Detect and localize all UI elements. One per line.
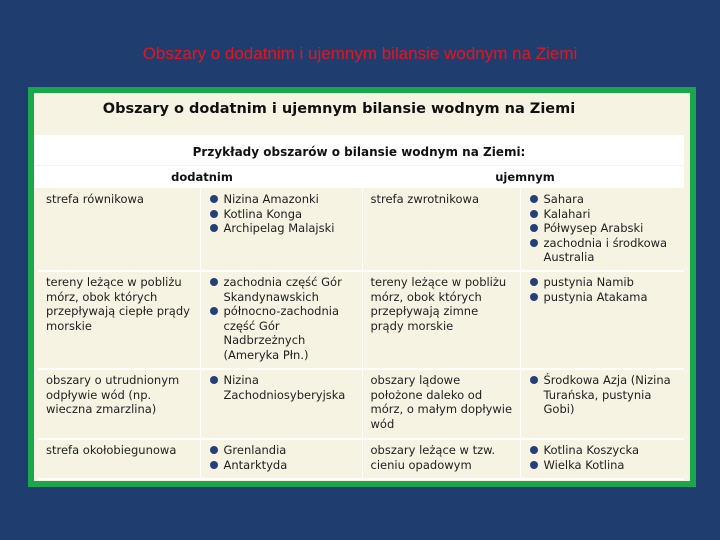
positive-examples-cell bbox=[200, 439, 362, 479]
negative-examples-cell bbox=[520, 271, 684, 369]
negative-area-cell: strefa zwrotnikowa bbox=[362, 189, 520, 271]
list-item: pustynia Atakama bbox=[529, 290, 679, 305]
positive-examples-cell bbox=[200, 189, 362, 271]
table-row bbox=[38, 439, 684, 479]
list-item: Półwysep Arabski bbox=[529, 221, 679, 236]
table-subtitle: Przykłady obszarów o bilansie wodnym na Ziemi: bbox=[192, 145, 526, 159]
negative-examples-cell bbox=[520, 439, 684, 479]
list-item: Środkowa Azja (Nizina Turańska, pustynia Gobi) bbox=[529, 373, 679, 417]
list-item: Wielka Kotlina bbox=[529, 458, 679, 473]
slide-title: Obszary o dodatnim i ujemnym bilansie wodnym na Ziemi bbox=[142, 44, 578, 63]
list-item: Kotlina Koszycka bbox=[529, 443, 679, 458]
table-row bbox=[38, 271, 684, 369]
positive-area-cell: strefa okołobiegunowa bbox=[38, 439, 200, 479]
table-row bbox=[38, 369, 684, 439]
negative-examples-cell bbox=[520, 189, 684, 271]
list-item: Grenlandia bbox=[209, 443, 356, 458]
positive-area-cell: obszary o utrudnionym odpływie wód (np. wieczna zmarzlina) bbox=[38, 369, 200, 439]
list-item: Sahara bbox=[529, 192, 679, 207]
list-item: pustynia Namib bbox=[529, 275, 679, 290]
list-item: zachodnia część Gór Skandynawskich bbox=[209, 275, 356, 304]
header-positive: dodatnim bbox=[171, 170, 233, 184]
list-item: Nizina Zachodniosyberyjska bbox=[209, 373, 356, 402]
list-item: Kalahari bbox=[529, 207, 679, 222]
negative-area-cell: obszary lądowe położone daleko od mórz, o małym dopływie wód bbox=[362, 369, 520, 439]
scanned-table bbox=[34, 93, 690, 481]
header-negative: ujemnym bbox=[495, 170, 555, 184]
positive-examples-cell bbox=[200, 369, 362, 439]
list-item: Nizina Amazonki bbox=[209, 192, 356, 207]
negative-area-cell: obszary leżące w tzw. cieniu opadowym bbox=[362, 439, 520, 479]
table-row bbox=[38, 189, 684, 271]
positive-area-cell: strefa równikowa bbox=[38, 189, 200, 271]
balance-table bbox=[38, 189, 684, 480]
list-item: północno-zachodnia część Gór Nadbrzeżnych (Ameryka Płn.) bbox=[209, 304, 356, 362]
negative-examples-cell bbox=[520, 369, 684, 439]
list-item: Archipelag Malajski bbox=[209, 221, 356, 236]
positive-examples-cell bbox=[200, 271, 362, 369]
list-item: Kotlina Konga bbox=[209, 207, 356, 222]
list-item: Antarktyda bbox=[209, 458, 356, 473]
list-item: zachodnia i środkowa Australia bbox=[529, 236, 679, 265]
table-title: Obszary o dodatnim i ujemnym bilansie wodnym na Ziemi bbox=[102, 101, 576, 117]
positive-area-cell: tereny leżące w pobliżu mórz, obok których przepływają ciepłe prądy morskie bbox=[38, 271, 200, 369]
negative-area-cell: tereny leżące w pobliżu mórz, obok których przepływają zimne prądy morskie bbox=[362, 271, 520, 369]
